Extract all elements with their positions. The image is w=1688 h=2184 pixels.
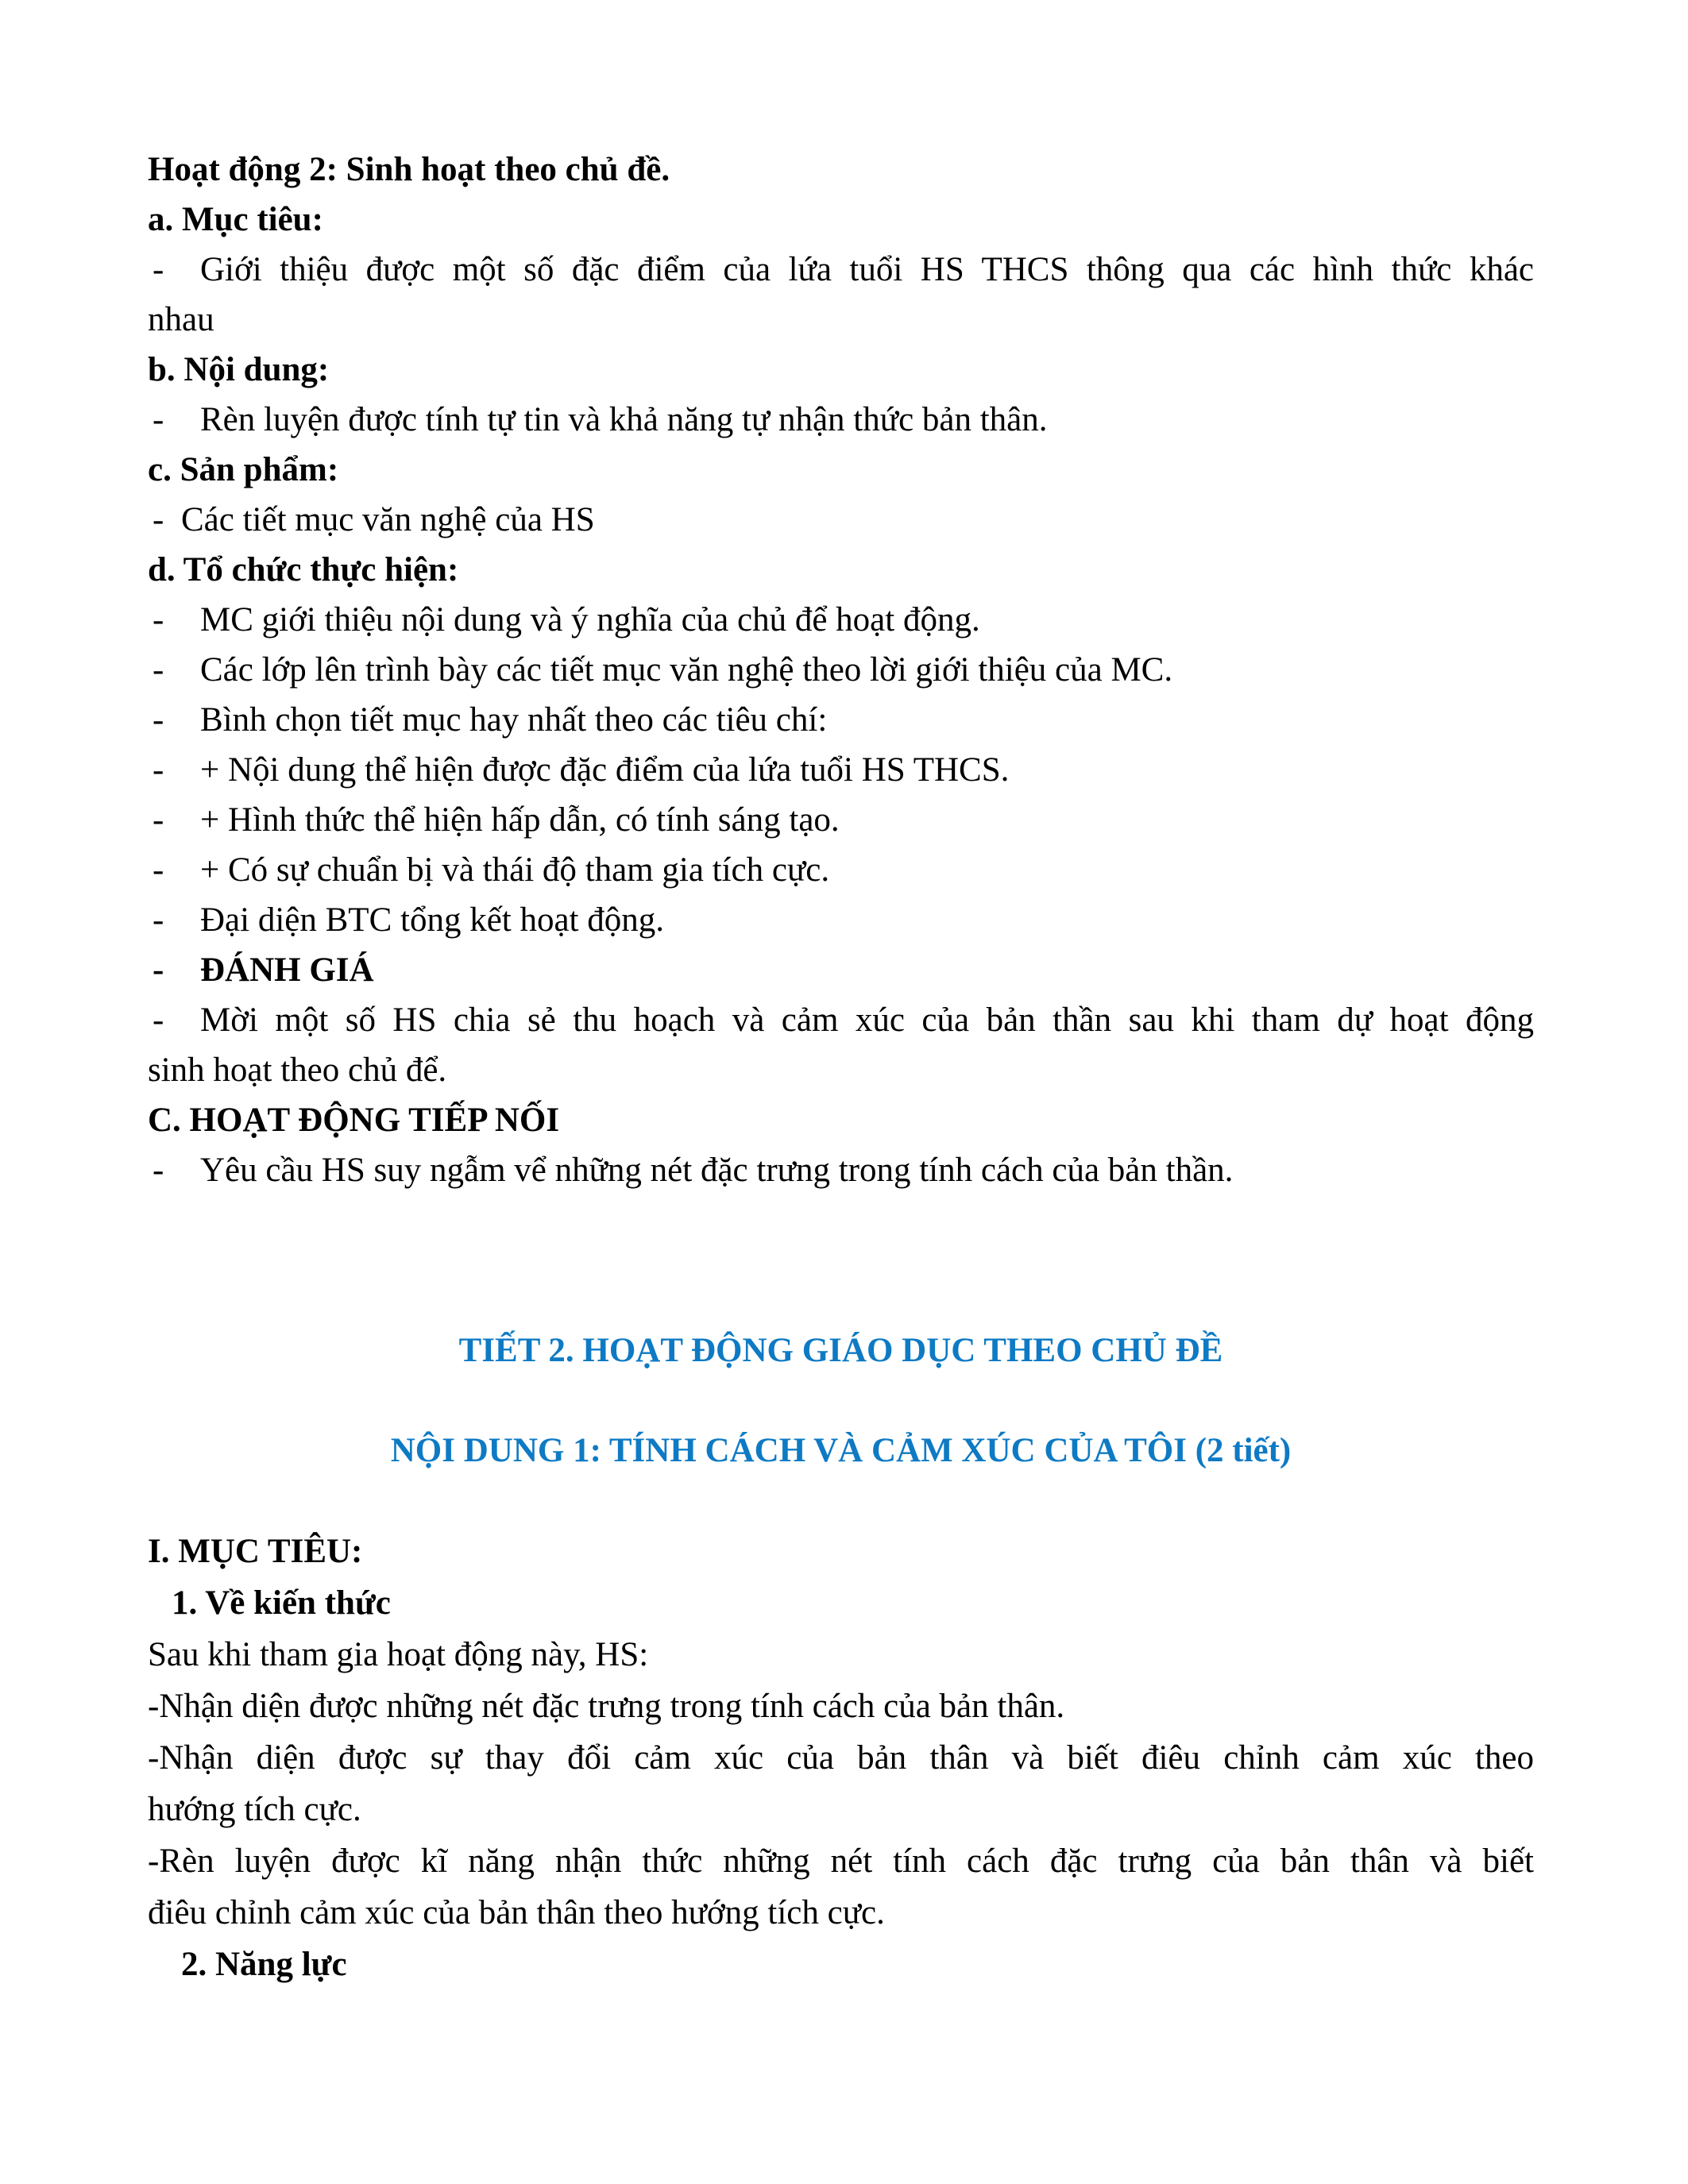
- dash-marker: -: [153, 1152, 164, 1189]
- line-text: MC giới thiệu nội dung và ý nghĩa của chủ để hoạt động.: [200, 601, 980, 639]
- line-text: -Nhận diện được những nét đặc trưng trong tính cách của bản thân.: [148, 1688, 1065, 1725]
- line-text: 1. Về kiến thức: [172, 1584, 391, 1622]
- dash-marker: -: [153, 851, 164, 889]
- line-text: Yêu cầu HS suy ngẫm vể những nét đặc trưng trong tính cách của bản thần.: [200, 1152, 1234, 1189]
- list-item: [148, 695, 1534, 745]
- line-text: + Có sự chuẩn bị và thái độ tham gia tích cực.: [200, 851, 830, 889]
- line-text: C. HOẠT ĐỘNG TIẾP NỐI: [148, 1102, 560, 1139]
- list-item: [148, 595, 1534, 645]
- line-text: b. Nội dung:: [148, 351, 330, 388]
- text-line: [148, 1887, 1534, 1939]
- text-line: [148, 1939, 1534, 1990]
- list-item: [148, 395, 1534, 445]
- line-text: a. Mục tiêu:: [148, 201, 323, 238]
- line-text: ĐÁNH GIÁ: [200, 951, 374, 989]
- line-text: Hoạt động 2: Sinh hoạt theo chủ đề.: [148, 151, 670, 188]
- text-line: [148, 1577, 1534, 1629]
- line-text: Rèn luyện được tính tự tin và khả năng tự nhận thức bản thân.: [200, 401, 1048, 438]
- list-item: [148, 745, 1534, 795]
- line-text: Các lớp lên trình bày các tiết mục văn nghệ theo lời giới thiệu của MC.: [200, 651, 1173, 689]
- text-line: [148, 195, 1534, 245]
- list-item: [148, 995, 1534, 1045]
- dash-marker: -: [153, 951, 164, 989]
- dash-marker: -: [153, 1001, 164, 1039]
- section-heading-blue: NỘI DUNG 1: TÍNH CÁCH VÀ CẢM XÚC CỦA TÔI (2 tiết): [390, 1432, 1292, 1469]
- list-item: [148, 495, 1534, 545]
- dash-marker: -: [153, 251, 164, 288]
- line-text: Mời một số HS chia sẻ thu hoạch và cảm xúc của bản thần sau khi tham dự hoạt động: [200, 1001, 1534, 1039]
- dash-marker: -: [153, 901, 164, 939]
- list-item: [148, 645, 1534, 695]
- line-text: Sau khi tham gia hoạt động này, HS:: [148, 1636, 649, 1673]
- line-text: hướng tích cực.: [148, 1791, 361, 1828]
- document-content: [148, 145, 1534, 1990]
- text-line: [148, 145, 1534, 195]
- text-line: [148, 1784, 1534, 1835]
- dash-marker: -: [153, 401, 164, 438]
- text-line: [148, 295, 1534, 345]
- text-line: [148, 1045, 1534, 1095]
- line-text: điêu chỉnh cảm xúc của bản thân theo hướng tích cực.: [148, 1894, 885, 1931]
- line-text: -Nhận diện được sự thay đổi cảm xúc của bản thân và biết điêu chỉnh cảm xúc theo: [148, 1739, 1534, 1777]
- list-item: [148, 845, 1534, 895]
- line-text: 2. Năng lực: [181, 1946, 347, 1983]
- section-heading-blue: TIẾT 2. HOẠT ĐỘNG GIÁO DỤC THEO CHỦ ĐỀ: [458, 1332, 1223, 1369]
- line-text: c. Sản phẩm:: [148, 451, 339, 488]
- line-text: -Rèn luyện được kĩ năng nhận thức những nét tính cách đặc trưng của bản thân và biết: [148, 1843, 1534, 1880]
- line-text: Các tiết mục văn nghệ của HS: [181, 501, 595, 538]
- line-text: sinh hoạt theo chủ để.: [148, 1051, 447, 1089]
- list-item: [148, 795, 1534, 845]
- objectives-section: [148, 1526, 1534, 1990]
- text-line: [148, 1732, 1534, 1784]
- list-item: [148, 895, 1534, 945]
- dash-marker: -: [153, 801, 164, 839]
- list-item: [148, 245, 1534, 295]
- line-text: Đại diện BTC tổng kết hoạt động.: [200, 901, 665, 939]
- text-line: [148, 1526, 1534, 1577]
- line-text: + Nội dung thể hiện được đặc điểm của lứa tuổi HS THCS.: [200, 751, 1010, 789]
- line-text: I. MỤC TIÊU:: [148, 1533, 363, 1570]
- dash-marker: -: [153, 751, 164, 789]
- text-line: [148, 345, 1534, 395]
- text-line: [148, 1680, 1534, 1732]
- text-line: [148, 545, 1534, 595]
- line-text: Bình chọn tiết mục hay nhất theo các tiêu chí:: [200, 701, 828, 739]
- line-text: Giới thiệu được một số đặc điểm của lứa tuổi HS THCS thông qua các hình thức khác: [200, 251, 1534, 288]
- line-text: d. Tổ chức thực hiện:: [148, 551, 459, 588]
- line-text: + Hình thức thể hiện hấp dẫn, có tính sáng tạo.: [200, 801, 840, 839]
- text-line: [148, 1835, 1534, 1887]
- dash-marker: -: [153, 701, 164, 739]
- dash-marker: -: [153, 651, 164, 689]
- list-item: [148, 1145, 1534, 1195]
- dash-marker: -: [153, 501, 164, 538]
- text-line: [148, 1095, 1534, 1145]
- line-text: nhau: [148, 301, 214, 338]
- dash-marker: -: [153, 601, 164, 639]
- text-line: [148, 445, 1534, 495]
- list-item: [148, 945, 1534, 995]
- lesson-activity-section: [148, 145, 1534, 1195]
- text-line: [148, 1629, 1534, 1680]
